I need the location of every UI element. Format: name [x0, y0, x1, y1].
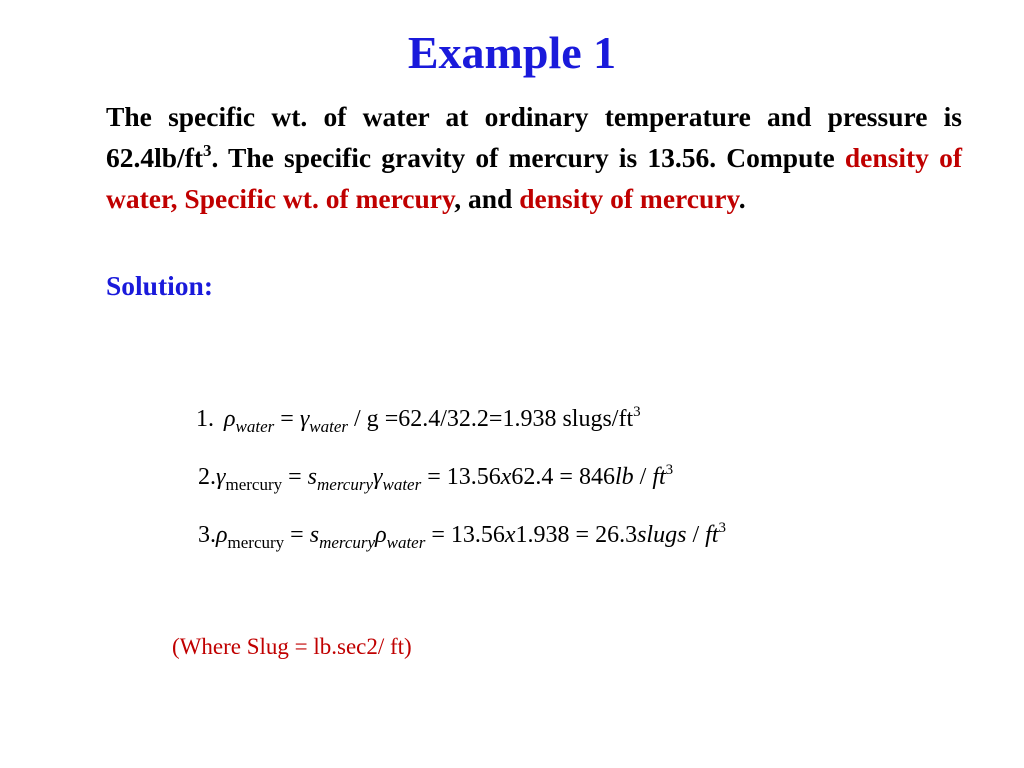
eq1-water-sub: water	[235, 417, 275, 436]
eq1-water-sub2: water	[309, 417, 349, 436]
eq2-equals: =	[288, 464, 302, 490]
eq2-unit2: ft	[652, 464, 666, 490]
eq1-rho: ρ	[224, 406, 236, 432]
eq2-equals2: =	[427, 464, 441, 490]
problem-text-4: .	[738, 183, 746, 214]
eq2-unit-sup: 3	[665, 462, 674, 478]
eq3-rho: ρ	[216, 522, 228, 548]
eq2-gamma2: γ	[373, 464, 383, 490]
eq1-calc: 62.4/32.2	[398, 406, 489, 432]
equation-2	[198, 462, 673, 495]
eq2-number: 2.	[198, 464, 216, 490]
eq1-equals3: =	[488, 406, 503, 432]
eq3-equals2: =	[431, 522, 445, 548]
highlight-density-water-specific-wt: density of water, Specific wt. of mercury	[106, 142, 962, 214]
eq3-mercury-sub: mercury	[227, 533, 285, 552]
eq3-slash: /	[686, 522, 706, 548]
eq3-unit1: slugs	[637, 522, 687, 548]
equation-1	[196, 404, 641, 437]
problem-text-3: , and	[454, 183, 520, 214]
eq2-slash: /	[633, 464, 653, 490]
eq1-result: 1.938	[502, 406, 557, 432]
problem-statement	[106, 96, 962, 219]
eq2-gamma: γ	[216, 464, 226, 490]
eq3-s: s	[309, 522, 320, 548]
problem-sup: 3	[203, 141, 212, 160]
equation-3	[198, 520, 726, 553]
eq2-equals3: =	[559, 464, 573, 490]
eq1-unit-sup: 3	[633, 404, 641, 420]
eq2-x: x	[500, 464, 512, 490]
eq3-calc2: 1.938	[515, 522, 570, 548]
eq3-calc: 13.56	[450, 522, 505, 548]
eq2-calc: 13.56	[446, 464, 501, 490]
eq1-gamma: γ	[299, 406, 310, 432]
eq2-result: 846	[578, 464, 615, 490]
eq3-unit-sup: 3	[718, 520, 726, 536]
eq3-rho2: ρ	[375, 522, 387, 548]
eq2-unit1: lb	[614, 464, 634, 490]
slug-note: (Where Slug = lb.sec2/ ft)	[172, 634, 412, 659]
eq2-water-sub: water	[382, 475, 422, 494]
eq3-equals3: =	[575, 522, 590, 548]
eq1-unit: slugs/ft	[562, 406, 634, 432]
slide-title: Example 1	[407, 27, 617, 78]
eq3-mercury-sub2: mercury	[319, 533, 376, 552]
eq2-mercury-sub: mercury	[225, 475, 283, 494]
highlight-density-mercury: density of mercury	[519, 183, 739, 214]
problem-text-2: . The specific gravity of mercury is 13.56. Compute	[211, 142, 845, 173]
eq1-div-g: / g	[354, 406, 379, 432]
solution-label: Solution:	[106, 270, 213, 301]
eq3-water-sub: water	[386, 533, 426, 552]
eq2-s: s	[307, 464, 317, 490]
eq1-number: 1.	[196, 406, 214, 432]
eq1-equals: =	[280, 406, 294, 432]
eq2-calc2: 62.4	[511, 464, 554, 490]
eq3-equals: =	[290, 522, 304, 548]
problem-text-1: The specific wt. of water at ordinary temperature and pressure is 62.4lb/ft	[106, 101, 962, 173]
eq3-number: 3.	[198, 522, 216, 548]
eq2-mercury-sub2: mercury	[317, 475, 374, 494]
eq3-result: 26.3	[595, 522, 638, 548]
eq3-x: x	[504, 522, 516, 548]
eq1-equals2: =	[384, 406, 399, 432]
eq3-unit2: ft	[705, 522, 719, 548]
